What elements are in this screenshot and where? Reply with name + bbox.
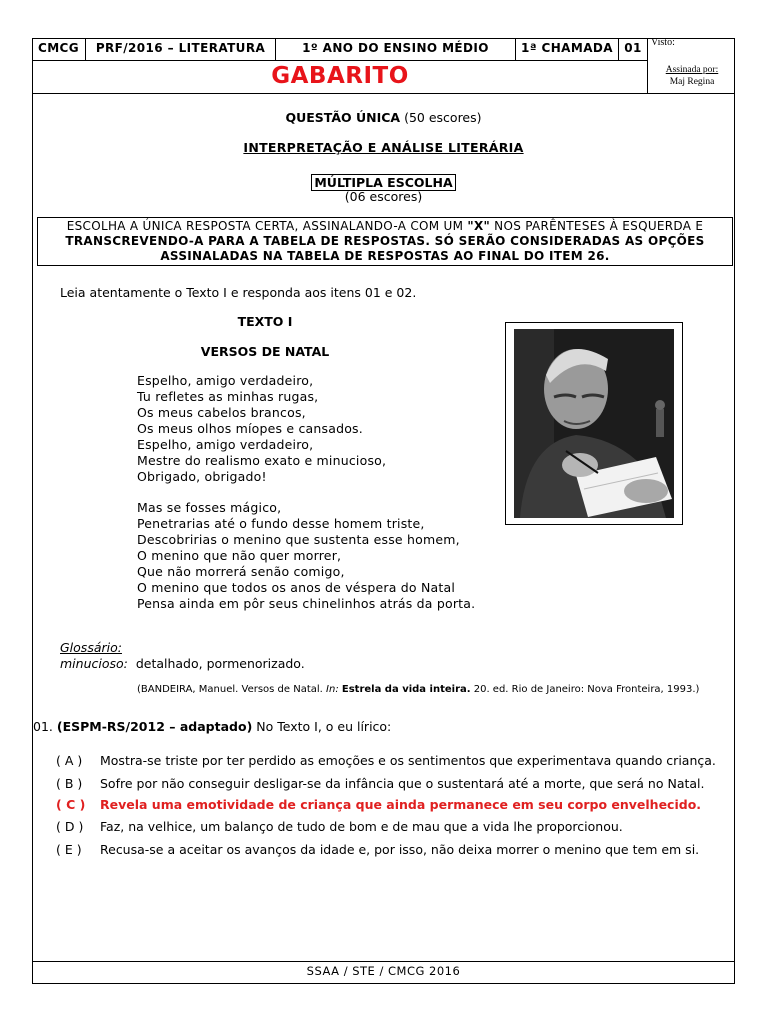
poem-line: Mas se fosses mágico,	[137, 500, 282, 515]
footer-text: SSAA / STE / CMCG 2016	[306, 964, 461, 978]
poem-line: Obrigado, obrigado!	[137, 469, 267, 484]
instructions-mark: "X"	[467, 219, 491, 233]
type-points: (06 escores)	[344, 189, 423, 204]
reading-prompt: Leia atentamente o Texto I e responda aos itens 01 e 02.	[60, 285, 417, 300]
question-title: QUESTÃO ÚNICA	[285, 110, 401, 125]
type-label: MÚLTIPLA ESCOLHA	[311, 174, 455, 191]
poem-line: Tu refletes as minhas rugas,	[137, 389, 319, 404]
author-photo	[505, 322, 683, 525]
header-call: 1ª CHAMADA	[516, 38, 619, 60]
question-number: 01.	[33, 719, 53, 734]
option-letter: ( A )	[56, 753, 83, 768]
header-grade: 1º ANO DO ENSINO MÉDIO	[276, 38, 516, 60]
text-label: TEXTO I	[237, 314, 293, 329]
option-letter: ( E )	[56, 842, 82, 857]
option-e[interactable]	[56, 842, 699, 857]
poem-title: VERSOS DE NATAL	[200, 344, 330, 359]
glossary-label: Glossário:	[60, 640, 122, 655]
poem-line: O menino que todos os anos de véspera do Natal	[137, 580, 456, 595]
option-b[interactable]	[56, 776, 704, 791]
title-divider	[32, 93, 735, 94]
glossary-term: minucioso:	[60, 656, 128, 671]
poem-line: O menino que não quer morrer,	[137, 548, 342, 563]
option-text: Mostra-se triste por ter perdido as emoções e os sentimentos que experimentava quando criança.	[100, 753, 716, 768]
header-page-number: 01	[619, 38, 648, 60]
poem-line: Penetrarias até o fundo desse homem triste,	[137, 516, 425, 531]
page-title: GABARITO	[271, 63, 409, 89]
header-subject: PRF/2016 – LITERATURA	[86, 38, 276, 60]
author-portrait-image	[506, 323, 682, 524]
question-source: (ESPM-RS/2012 – adaptado)	[56, 719, 253, 734]
option-letter: ( B )	[56, 776, 83, 791]
option-c-correct[interactable]	[56, 797, 701, 812]
poem-line: Que não morrerá senão comigo,	[137, 564, 345, 579]
citation: (BANDEIRA, Manuel. Versos de Natal. In: Estrela da vida inteira. 20. ed. Rio de Janeiro: Nova Fronteira, 1993.)	[137, 684, 700, 695]
option-text: Faz, na velhice, um balanço de tudo de bom e de mau que a vida lhe proporcionou.	[100, 819, 623, 834]
option-letter: ( C )	[56, 797, 86, 812]
instructions-line2: TRANSCREVENDO-A PARA A TABELA DE RESPOSTAS. SÓ SERÃO CONSIDERADAS AS OPÇÕES	[65, 234, 705, 248]
option-d[interactable]	[56, 819, 623, 834]
poem-line: Espelho, amigo verdadeiro,	[137, 373, 314, 388]
question-text: No Texto I, o eu lírico:	[256, 719, 392, 734]
option-a[interactable]	[56, 753, 716, 768]
instructions-line3: ASSINALADAS NA TABELA DE RESPOSTAS AO FINAL DO ITEM 26.	[160, 249, 610, 263]
question-points: (50 escores)	[404, 110, 482, 125]
footer-divider	[32, 961, 735, 962]
instructions-line1: ESCOLHA A ÚNICA RESPOSTA CERTA, ASSINALANDO-A COM UM "X" NOS PARÊNTESES À ESQUERDA E	[66, 219, 704, 233]
header-school: CMCG	[32, 38, 86, 60]
glossary-definition: detalhado, pormenorizado.	[135, 656, 305, 671]
option-letter: ( D )	[56, 819, 84, 834]
poem-line: Pensa ainda em pôr seus chinelinhos atrás da porta.	[137, 596, 476, 611]
poem-line: Os meus olhos míopes e cansados.	[137, 421, 363, 436]
visto-label: Visto:	[651, 37, 675, 48]
question-heading	[32, 110, 735, 125]
question-stem	[33, 719, 391, 734]
poem-line: Os meus cabelos brancos,	[137, 405, 306, 420]
poem-line: Espelho, amigo verdadeiro,	[137, 437, 314, 452]
option-text: Sofre por não conseguir desligar-se da infância que o sustentará até a morte, que será no Natal.	[100, 776, 705, 791]
signed-by-label: Assinada por:	[665, 65, 719, 75]
section-subtitle: INTERPRETAÇÃO E ANÁLISE LITERÁRIA	[243, 140, 524, 155]
instructions-box	[37, 217, 733, 266]
signed-by-name: Maj Regina	[669, 77, 715, 87]
option-text: Revela uma emotividade de criança que ainda permanece em seu corpo envelhecido.	[100, 797, 702, 812]
poem-line: Mestre do realismo exato e minucioso,	[137, 453, 387, 468]
poem-line: Descobririas o menino que sustenta esse homem,	[137, 532, 460, 547]
glossary-entry	[60, 656, 305, 671]
option-text: Recusa-se a aceitar os avanços da idade e, por isso, não deixa morrer o menino que tem em si.	[100, 842, 700, 857]
